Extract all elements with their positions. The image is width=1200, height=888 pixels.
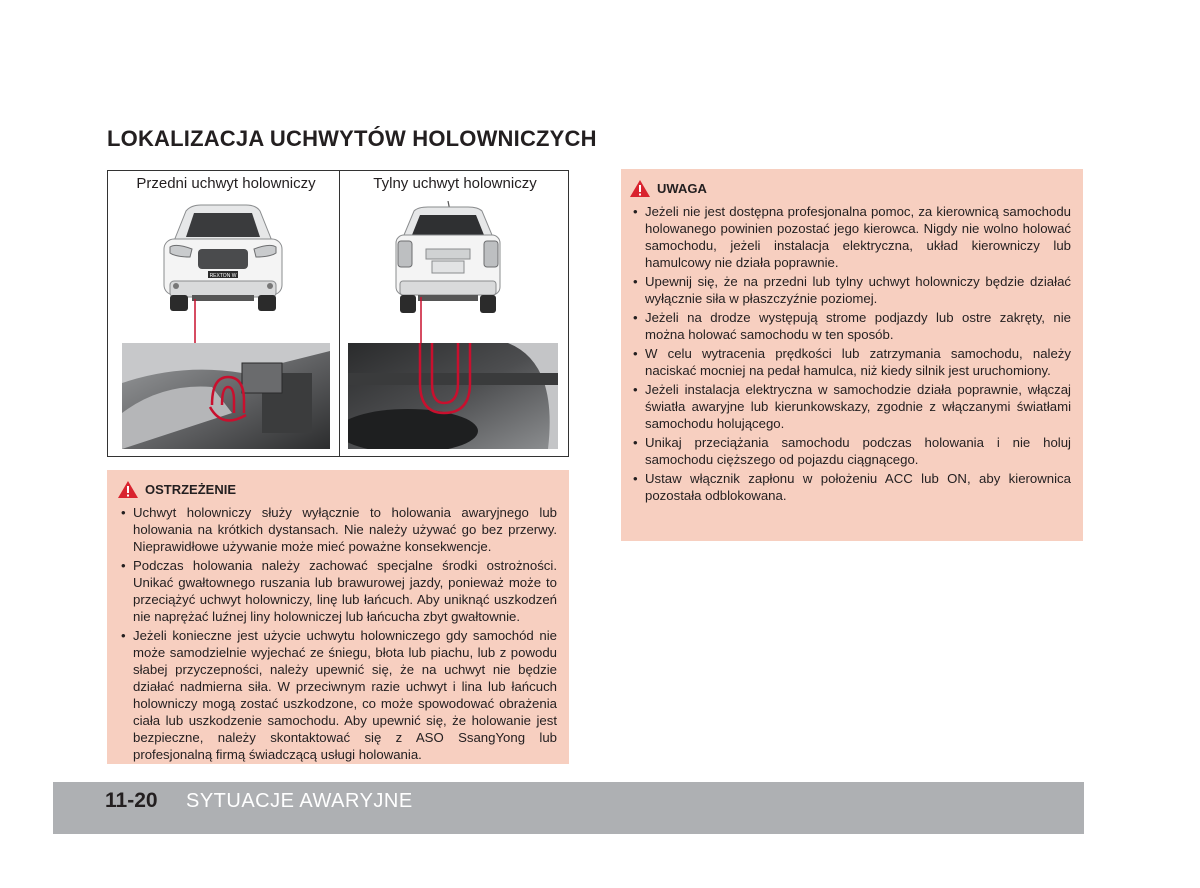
tow-hook-figure [107,170,569,457]
warning-item: • Uchwyt holowniczy służy wyłącznie to holowania awaryjnego lub holowania na krótkich dystansach. Nie należy używać go bez przerwy. Nieprawidłowe używanie może mieć poważne konsekwencje. [117,504,557,555]
page-number: 11-20 [105,789,158,812]
warning-triangle-icon [117,480,139,499]
caution-item: • W celu wytracenia prędkości lub zatrzymania samochodu, należy naciskać mocniej na pedał hamulca, niż kiedy silnik jest uruchomiony. [629,345,1071,379]
warning-heading [117,480,557,499]
caution-item: • Unikaj przeciążania samochodu podczas holowania i nie holuj samochodu cięższego od pojazdu ciągnącego. [629,434,1071,468]
warning-heading-text: OSTRZEŻENIE [145,482,237,497]
rear-hook-label: Tylny uchwyt holowniczy [373,175,537,192]
caution-triangle-icon [629,179,651,198]
caution-item: • Ustaw włącznik zapłonu w położeniu ACC lub ON, aby kierownica pozostała odblokowana. [629,470,1071,504]
section-name: SYTUACJE AWARYJNE [186,790,413,812]
caution-list [629,203,1071,504]
caution-item: • Jeżeli instalacja elektryczna w samochodzie działa poprawnie, włączaj światła awaryjne lub kierunkowskazy, zgodnie z włączanymi światłami samochodu holującego. [629,381,1071,432]
page-footer [53,782,1084,834]
front-hook-label: Przedni uchwyt holowniczy [136,175,316,192]
caution-heading-text: UWAGA [657,181,707,196]
caution-box [621,169,1083,541]
car-badge: REXTON W [209,273,237,279]
warning-list [117,504,557,763]
warning-item: • Podczas holowania należy zachować specjalne środki ostrożności. Unikać gwałtownego ruszania lub brawurowej jazdy, ponieważ może to przeciążyć uchwyt holowniczy, linę lub łańcuch. Aby uniknąć uszkodzeń nie naprężać luźnej liny holowniczej lub łańcucha zbyt gwałtownie. [117,557,557,625]
warning-item: • Jeżeli konieczne jest użycie uchwytu holowniczego gdy samochód nie może samodzielnie wyjechać ze śniegu, błota lub piachu, lub z powodu słabej przyczepności, należy upewnić się, że na uchwyt nie będzie działać nadmierna siła. W przeciwnym razie uchwyt i lina lub łańcuch holowniczy mogą zostać uszkodzone, co może spowodować obrażenia ciała lub uszkodzenie samochodu. Aby upewnić się, że holowanie jest bezpieczne, należy skontaktować się z ASO SsangYong lub profesjonalną firmą świadczącą usługi holowania. [117,627,557,763]
rear-hook-photo [348,343,558,449]
warning-box [107,470,569,764]
caution-heading [629,179,1071,198]
page-title: LOKALIZACJA UCHWYTÓW HOLOWNICZYCH [107,126,597,151]
front-hook-photo [122,343,330,449]
caution-item: • Upewnij się, że na przedni lub tylny uchwyt holowniczy będzie działać wyłącznie siła w płaszczyźnie poziomej. [629,273,1071,307]
caution-item: • Jeżeli na drodze występują strome podjazdy lub ostre zakręty, nie można holować samochodu w ten sposób. [629,309,1071,343]
caution-item: • Jeżeli nie jest dostępna profesjonalna pomoc, za kierownicą samochodu holowanego powinien pozostać jego kierowca. Nigdy nie wolno holować samochodu, jeżeli instalacja elektryczna, układ kierowniczy lub hamulcowy nie działa poprawnie. [629,203,1071,271]
